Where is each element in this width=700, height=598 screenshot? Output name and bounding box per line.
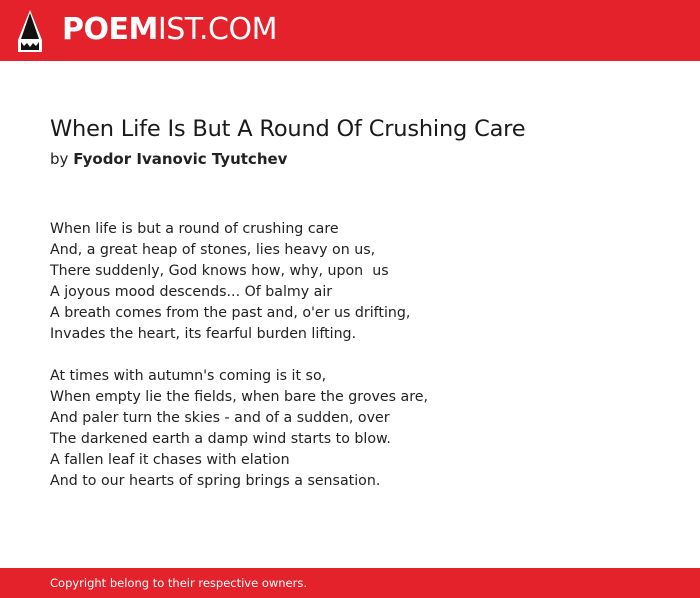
logo-light-text: IST.COM xyxy=(157,12,277,47)
copyright-text: Copyright belong to their respective owners. xyxy=(50,576,308,590)
site-logo[interactable] xyxy=(62,12,277,48)
poem-author[interactable]: Fyodor Ivanovic Tyutchev xyxy=(73,150,288,168)
stanza xyxy=(50,366,650,492)
site-header xyxy=(0,0,700,61)
by-label: by xyxy=(50,150,69,168)
poem-line: When empty lie the fields, when bare the groves are, xyxy=(50,389,428,405)
site-footer xyxy=(0,568,700,598)
poem-line: Invades the heart, its fearful burden lifting. xyxy=(50,326,357,342)
poem-line: A fallen leaf it chases with elation xyxy=(50,452,290,468)
poem-line: When life is but a round of crushing care xyxy=(50,221,339,237)
poem-line: And paler turn the skies - and of a sudden, over xyxy=(50,410,390,426)
poem-line: There suddenly, God knows how, why, upon us xyxy=(50,263,389,279)
poem-line: And, a great heap of stones, lies heavy on us, xyxy=(50,242,376,258)
logo-bold-text: POEM xyxy=(62,12,158,47)
poem-line: And to our hearts of spring brings a sensation. xyxy=(50,473,381,489)
poem-line: The darkened earth a damp wind starts to blow. xyxy=(50,431,391,447)
poem-line: At times with autumn's coming is it so, xyxy=(50,368,327,384)
poem-title: When Life Is But A Round Of Crushing Care xyxy=(50,116,526,142)
poem-line: A breath comes from the past and, o'er us drifting, xyxy=(50,305,411,321)
poem-line: A joyous mood descends... Of balmy air xyxy=(50,284,333,300)
poem-body xyxy=(50,219,650,513)
pencil-icon[interactable] xyxy=(18,10,42,52)
poem-byline xyxy=(50,150,287,168)
stanza xyxy=(50,219,650,345)
